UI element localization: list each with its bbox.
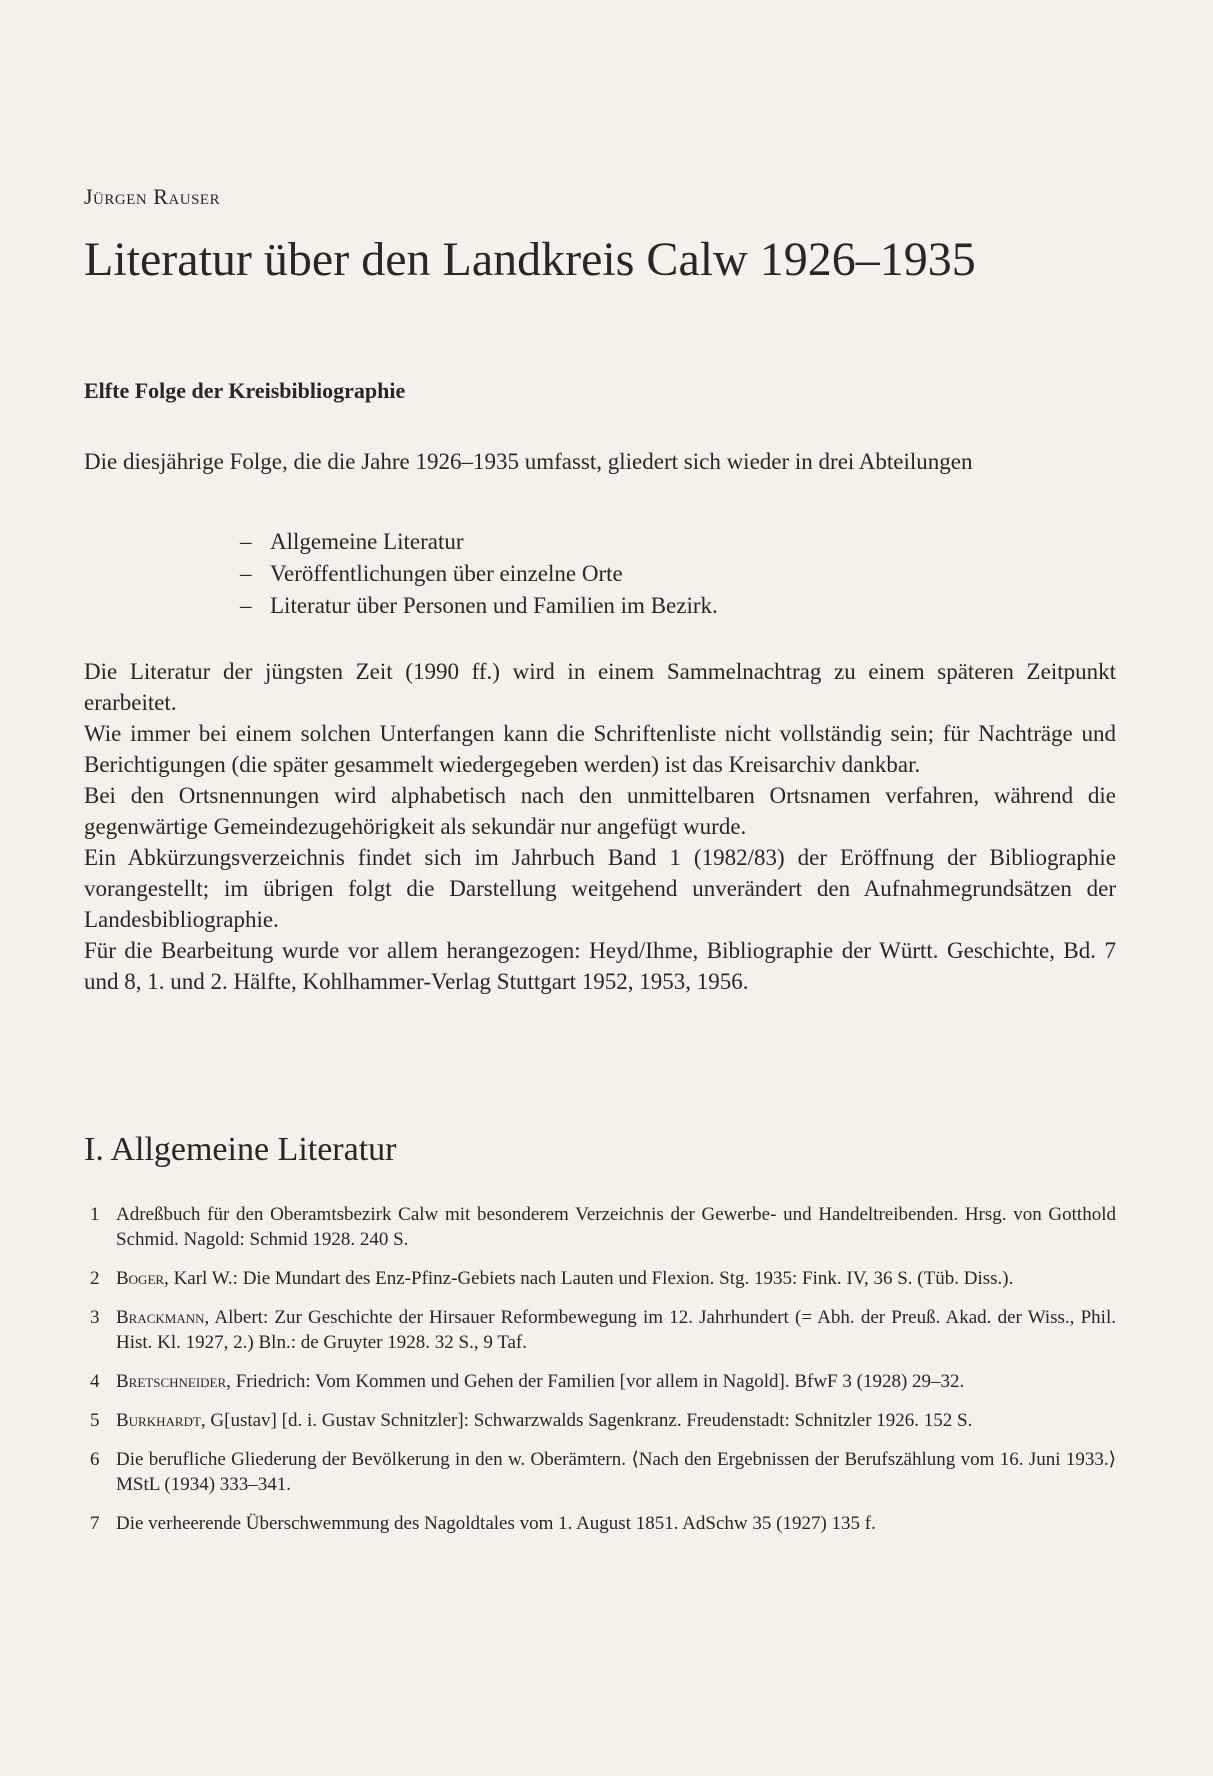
bibliography-entry [84, 1511, 1116, 1536]
entry-number: 6 [90, 1449, 100, 1470]
body-paragraph: Für die Bearbeitung wurde vor allem herangezogen: Heyd/Ihme, Bibliographie der Württ. Geschichte, Bd. 7 und 8, 1. und 2. Hälfte, Kohlhammer-Verlag Stuttgart 1952, 1953, 1956. [84, 938, 1116, 994]
entry-author: Bretschneider, [116, 1371, 231, 1392]
body-text [84, 656, 1116, 997]
body-paragraph: Wie immer bei einem solchen Unterfangen kann die Schriftenliste nicht vollständig sein; für Nachträge und Berichtigungen (die später gesammelt wiedergegeben werden) ist das Kreisarchiv dankbar. [84, 721, 1116, 777]
entry-number: 4 [90, 1371, 100, 1392]
entry-number: 3 [90, 1307, 100, 1328]
article-subtitle: Elfte Folge der Kreisbibliographie [84, 378, 406, 403]
bibliography-entry [84, 1202, 1116, 1252]
entry-number: 7 [90, 1513, 100, 1534]
body-paragraph: Die Literatur der jüngsten Zeit (1990 ff.) wird in einem Sammelnachtrag zu einem späteren Zeitpunkt erarbeitet. [84, 659, 1116, 715]
bibliography-list [84, 1202, 1116, 1550]
body-paragraph: Ein Abkürzungsverzeichnis findet sich im Jahrbuch Band 1 (1982/83) der Eröffnung der Bibliographie vorangestellt; im übrigen folgt die Darstellung weitgehend unverändert den Aufnahmegrundsätzen der Landesbibliographie. [84, 845, 1116, 932]
bibliography-entry [84, 1447, 1116, 1497]
entry-text: Die verheerende Überschwemmung des Nagoldtales vom 1. August 1851. AdSchw 35 (1927) 135 f. [116, 1513, 876, 1534]
bibliography-entry [84, 1408, 1116, 1433]
entry-author: Burkhardt, [116, 1410, 206, 1431]
body-paragraph: Bei den Ortsnennungen wird alphabetisch nach den unmittelbaren Ortsnamen verfahren, während die gegenwärtige Gemeindezugehörigkeit als sekundär nur angefügt wurde. [84, 783, 1116, 839]
bibliography-entry [84, 1369, 1116, 1394]
entry-text: Adreßbuch für den Oberamtsbezirk Calw mit besonderem Verzeichnis der Gewerbe- und Handeltreibenden. Hrsg. von Gotthold Schmid. Nagold: Schmid 1928. 240 S. [116, 1204, 1116, 1250]
entry-author: Brackmann, [116, 1307, 210, 1328]
article-author: Jürgen Rauser [84, 184, 221, 209]
entry-text: Albert: Zur Geschichte der Hirsauer Reformbewegung im 12. Jahrhundert (= Abh. der Preuß. Akad. der Wiss., Phil. Hist. Kl. 1927, 2.) Bln.: de Gruyter 1928. 32 S., 9 Taf. [116, 1307, 1116, 1353]
bibliography-entry [84, 1305, 1116, 1355]
article-title: Literatur über den Landkreis Calw 1926–1935 [84, 233, 976, 286]
entry-number: 5 [90, 1410, 100, 1431]
entry-text: Friedrich: Vom Kommen und Gehen der Familien [vor allem in Nagold]. BfwF 3 (1928) 29–32. [230, 1371, 965, 1392]
bibliography-entry [84, 1266, 1116, 1291]
entry-number: 1 [90, 1204, 100, 1225]
division-item: – Literatur über Personen und Familien im Bezirk. [240, 590, 718, 622]
entry-author: Boger, [116, 1268, 169, 1289]
division-item: – Veröffentlichungen über einzelne Orte [240, 558, 718, 590]
intro-paragraph: Die diesjährige Folge, die die Jahre 1926–1935 umfasst, gliedert sich wieder in drei Abteilungen [84, 449, 973, 474]
entry-text: Die berufliche Gliederung der Bevölkerung in den w. Oberämtern. ⟨Nach den Ergebnissen der Berufszählung vom 16. Juni 1933.⟩ MStL (1934) 333–341. [116, 1449, 1116, 1495]
section-heading: I. Allgemeine Literatur [84, 1131, 397, 1168]
divisions-list [240, 526, 718, 622]
entry-text: G[ustav] [d. i. Gustav Schnitzler]: Schwarzwalds Sagenkranz. Freudenstadt: Schnitzler 1926. 152 S. [205, 1410, 973, 1431]
entry-number: 2 [90, 1268, 100, 1289]
division-item: – Allgemeine Literatur [240, 526, 718, 558]
entry-text: Karl W.: Die Mundart des Enz-Pfinz-Gebiets nach Lauten und Flexion. Stg. 1935: Fink. IV, 36 S. (Tüb. Diss.). [168, 1268, 1014, 1289]
